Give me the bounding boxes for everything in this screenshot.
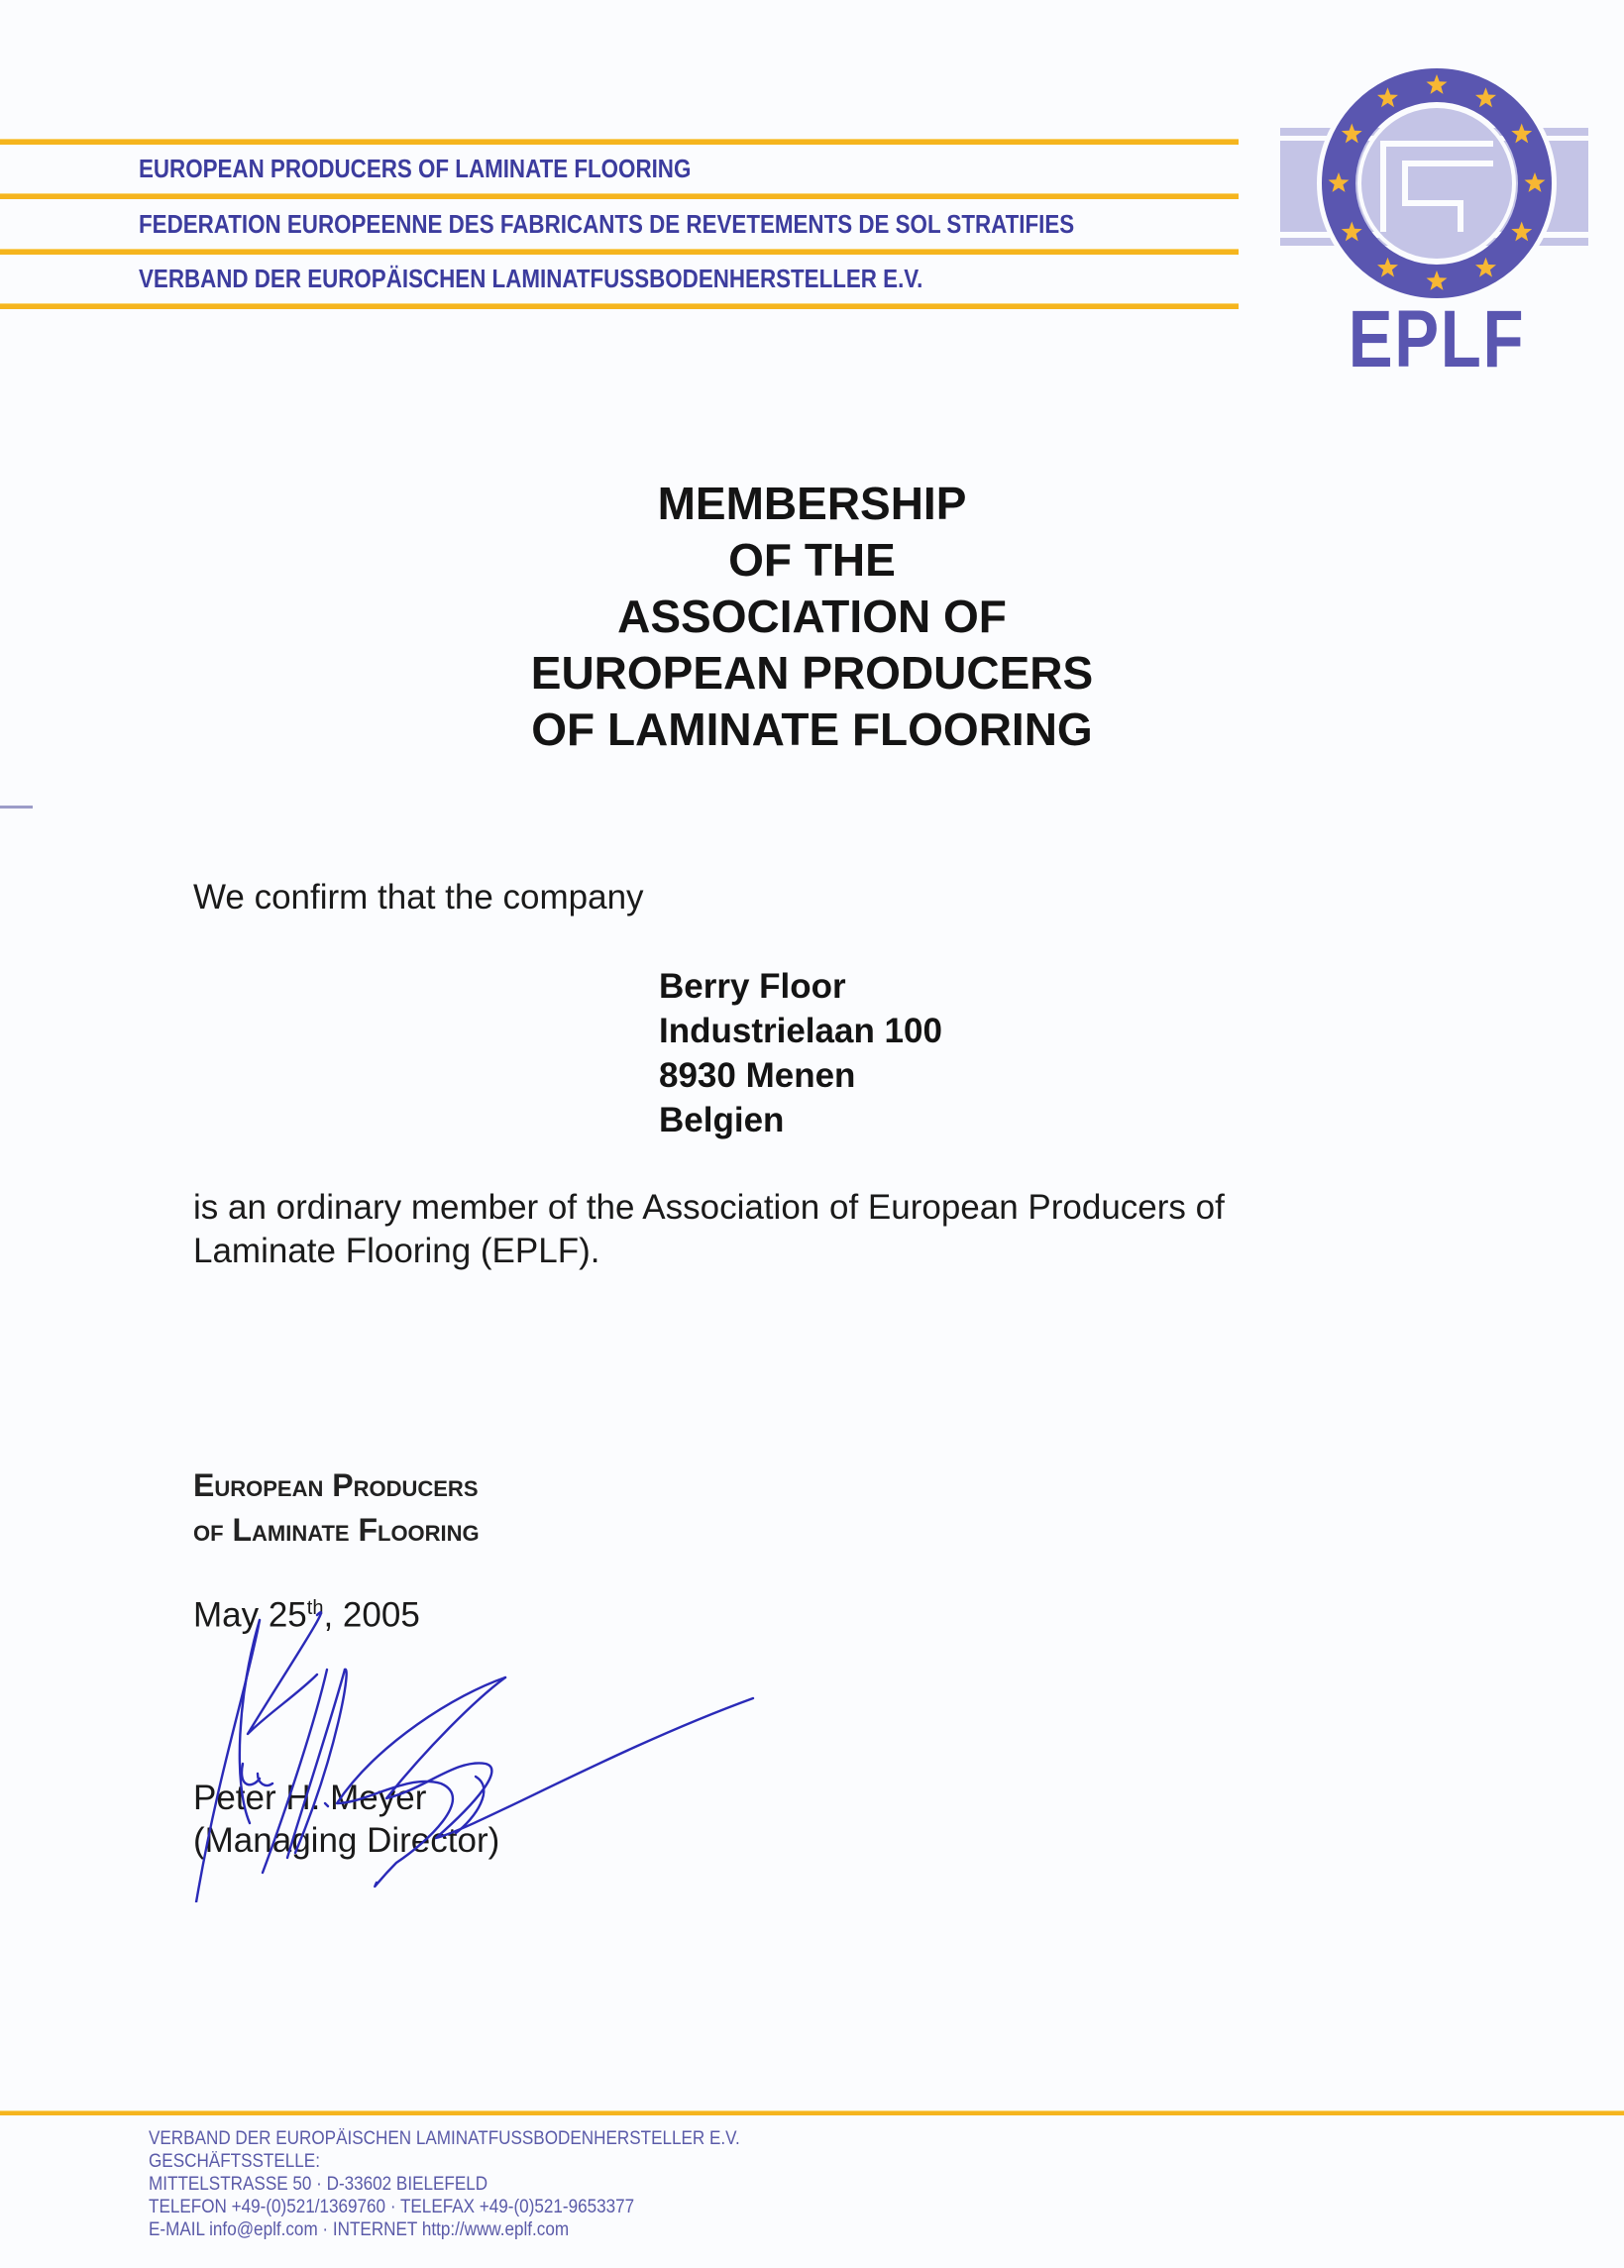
letterhead-line-french: FEDERATION EUROPEENNE DES FABRICANTS DE REVETEMENTS DE SOL STRATIFIES	[139, 209, 1075, 239]
handwritten-signature	[178, 1575, 832, 1902]
title-line: ASSOCIATION OF	[617, 591, 1007, 642]
letterhead-line-german: VERBAND DER EUROPÄISCHEN LAMINATFUSSBODENHERSTELLER E.V.	[139, 264, 923, 293]
letterhead-rule	[0, 193, 1239, 199]
letterhead-rule	[0, 139, 1239, 145]
footer-office-label: GESCHÄFTSSTELLE:	[149, 2151, 320, 2172]
company-street: Industrielaan 100	[659, 1012, 942, 1050]
letterhead-rule	[0, 249, 1239, 255]
document-title	[0, 476, 1624, 758]
footer-address: MITTELSTRASSE 50 · D-33602 BIELEFELD	[149, 2174, 488, 2195]
footer-rule	[0, 2110, 1624, 2115]
title-line: OF THE	[728, 534, 896, 586]
closing-org-line: of Laminate Flooring	[193, 1512, 480, 1548]
signer-name: Peter H. Meyer	[193, 1779, 427, 1817]
company-name: Berry Floor	[659, 967, 846, 1006]
letterhead-rule	[0, 303, 1239, 309]
footer-phone-fax: TELEFON +49-(0)521/1369760 · TELEFAX +49-(0)521-9653377	[149, 2197, 635, 2217]
footer-email-web: E-MAIL info@eplf.com · INTERNET http://www.eplf.com	[149, 2219, 570, 2240]
eplf-logo	[1273, 61, 1600, 388]
footer-association: VERBAND DER EUROPÄISCHEN LAMINATFUSSBODENHERSTELLER E.V.	[149, 2128, 740, 2149]
date-year: , 2005	[323, 1595, 420, 1635]
letterhead-line-english: EUROPEAN PRODUCERS OF LAMINATE FLOORING	[139, 154, 692, 183]
title-line: OF LAMINATE FLOORING	[531, 703, 1093, 755]
fold-mark	[0, 806, 33, 809]
membership-statement-line: is an ordinary member of the Association of European Producers of	[193, 1188, 1225, 1227]
membership-statement-line: Laminate Flooring (EPLF).	[193, 1232, 600, 1270]
intro-text: We confirm that the company	[193, 878, 644, 917]
date-suffix: th	[306, 1597, 324, 1619]
company-city: 8930 Menen	[659, 1056, 856, 1095]
title-line: EUROPEAN PRODUCERS	[530, 647, 1094, 699]
eplf-logo-text: EPLF	[1348, 294, 1526, 384]
signer-title: (Managing Director)	[193, 1821, 500, 1860]
title-line: MEMBERSHIP	[657, 478, 967, 529]
date-month-day: May 25	[193, 1595, 307, 1635]
company-country: Belgien	[659, 1101, 785, 1139]
closing-org-line: European Producers	[193, 1467, 479, 1503]
